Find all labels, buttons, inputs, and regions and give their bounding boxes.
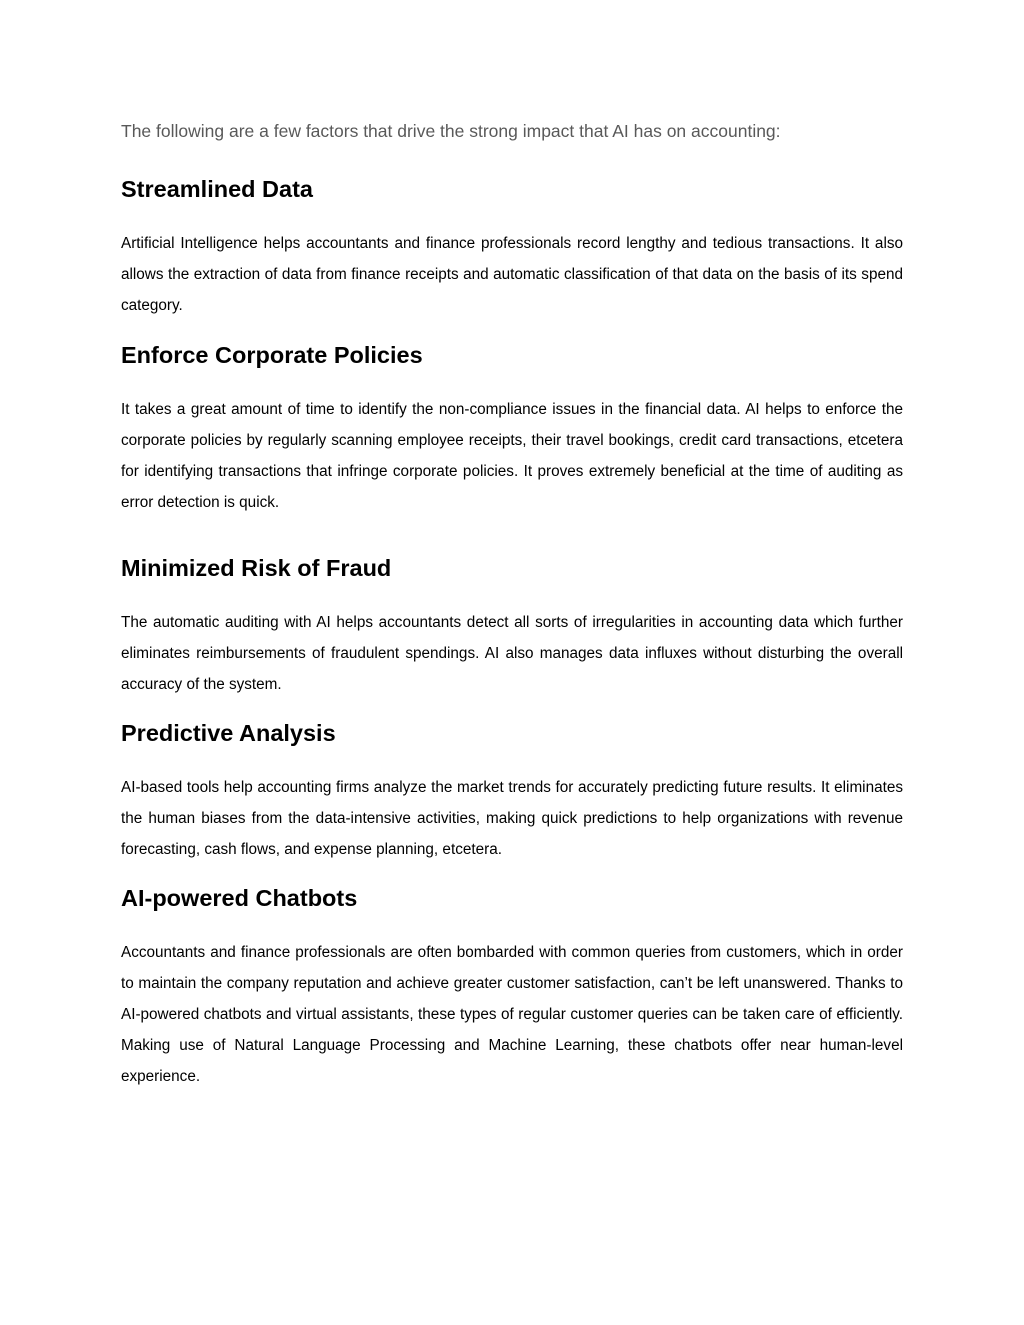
- section-body: The automatic auditing with AI helps accountants detect all sorts of irregularities in accounting data which further eliminates reimbursements of fraudulent spendings. AI also manages data influxes without disturbing the overall accuracy of the system.: [121, 614, 903, 693]
- section-body: It takes a great amount of time to identify the non-compliance issues in the financial data. AI helps to enforce the corporate policies by regularly scanning employee receipts, their travel bookings, credit card transactions, etcetera for identifying transactions that infringe corporate policies. It proves extremely beneficial at the time of auditing as error detection is quick.: [121, 401, 903, 511]
- section-heading: Enforce Corporate Policies: [121, 342, 423, 368]
- section-heading: Streamlined Data: [121, 176, 313, 202]
- section-ai-powered-chatbots: [121, 883, 903, 1092]
- section-minimized-risk-of-fraud: [121, 553, 903, 700]
- intro-paragraph: The following are a few factors that drive the strong impact that AI has on accounting:: [121, 121, 781, 141]
- section-body: Accountants and finance professionals are often bombarded with common queries from customers, which in order to maintain the company reputation and achieve greater customer satisfaction, can’t be left unanswered. Thanks to AI-powered chatbots and virtual assistants, these types of regular customer queries can be taken care of efficiently. Making use of Natural Language Processing and Machine Learning, these chatbots offer near human-level experience.: [121, 944, 903, 1085]
- section-streamlined-data: [121, 174, 903, 321]
- section-heading: Minimized Risk of Fraud: [121, 555, 392, 581]
- section-body: AI-based tools help accounting firms analyze the market trends for accurately predicting future results. It eliminates the human biases from the data-intensive activities, making quick predictions to help organizations with revenue forecasting, cash flows, and expense planning, etcetera.: [121, 779, 903, 858]
- section-heading: Predictive Analysis: [121, 720, 336, 746]
- section-heading: AI-powered Chatbots: [121, 885, 358, 911]
- section-predictive-analysis: [121, 718, 903, 865]
- section-body: Artificial Intelligence helps accountants and finance professionals record lengthy and tedious transactions. It also allows the extraction of data from finance receipts and automatic classification of that data on the basis of its spend category.: [121, 235, 903, 314]
- section-enforce-corporate-policies: [121, 340, 903, 518]
